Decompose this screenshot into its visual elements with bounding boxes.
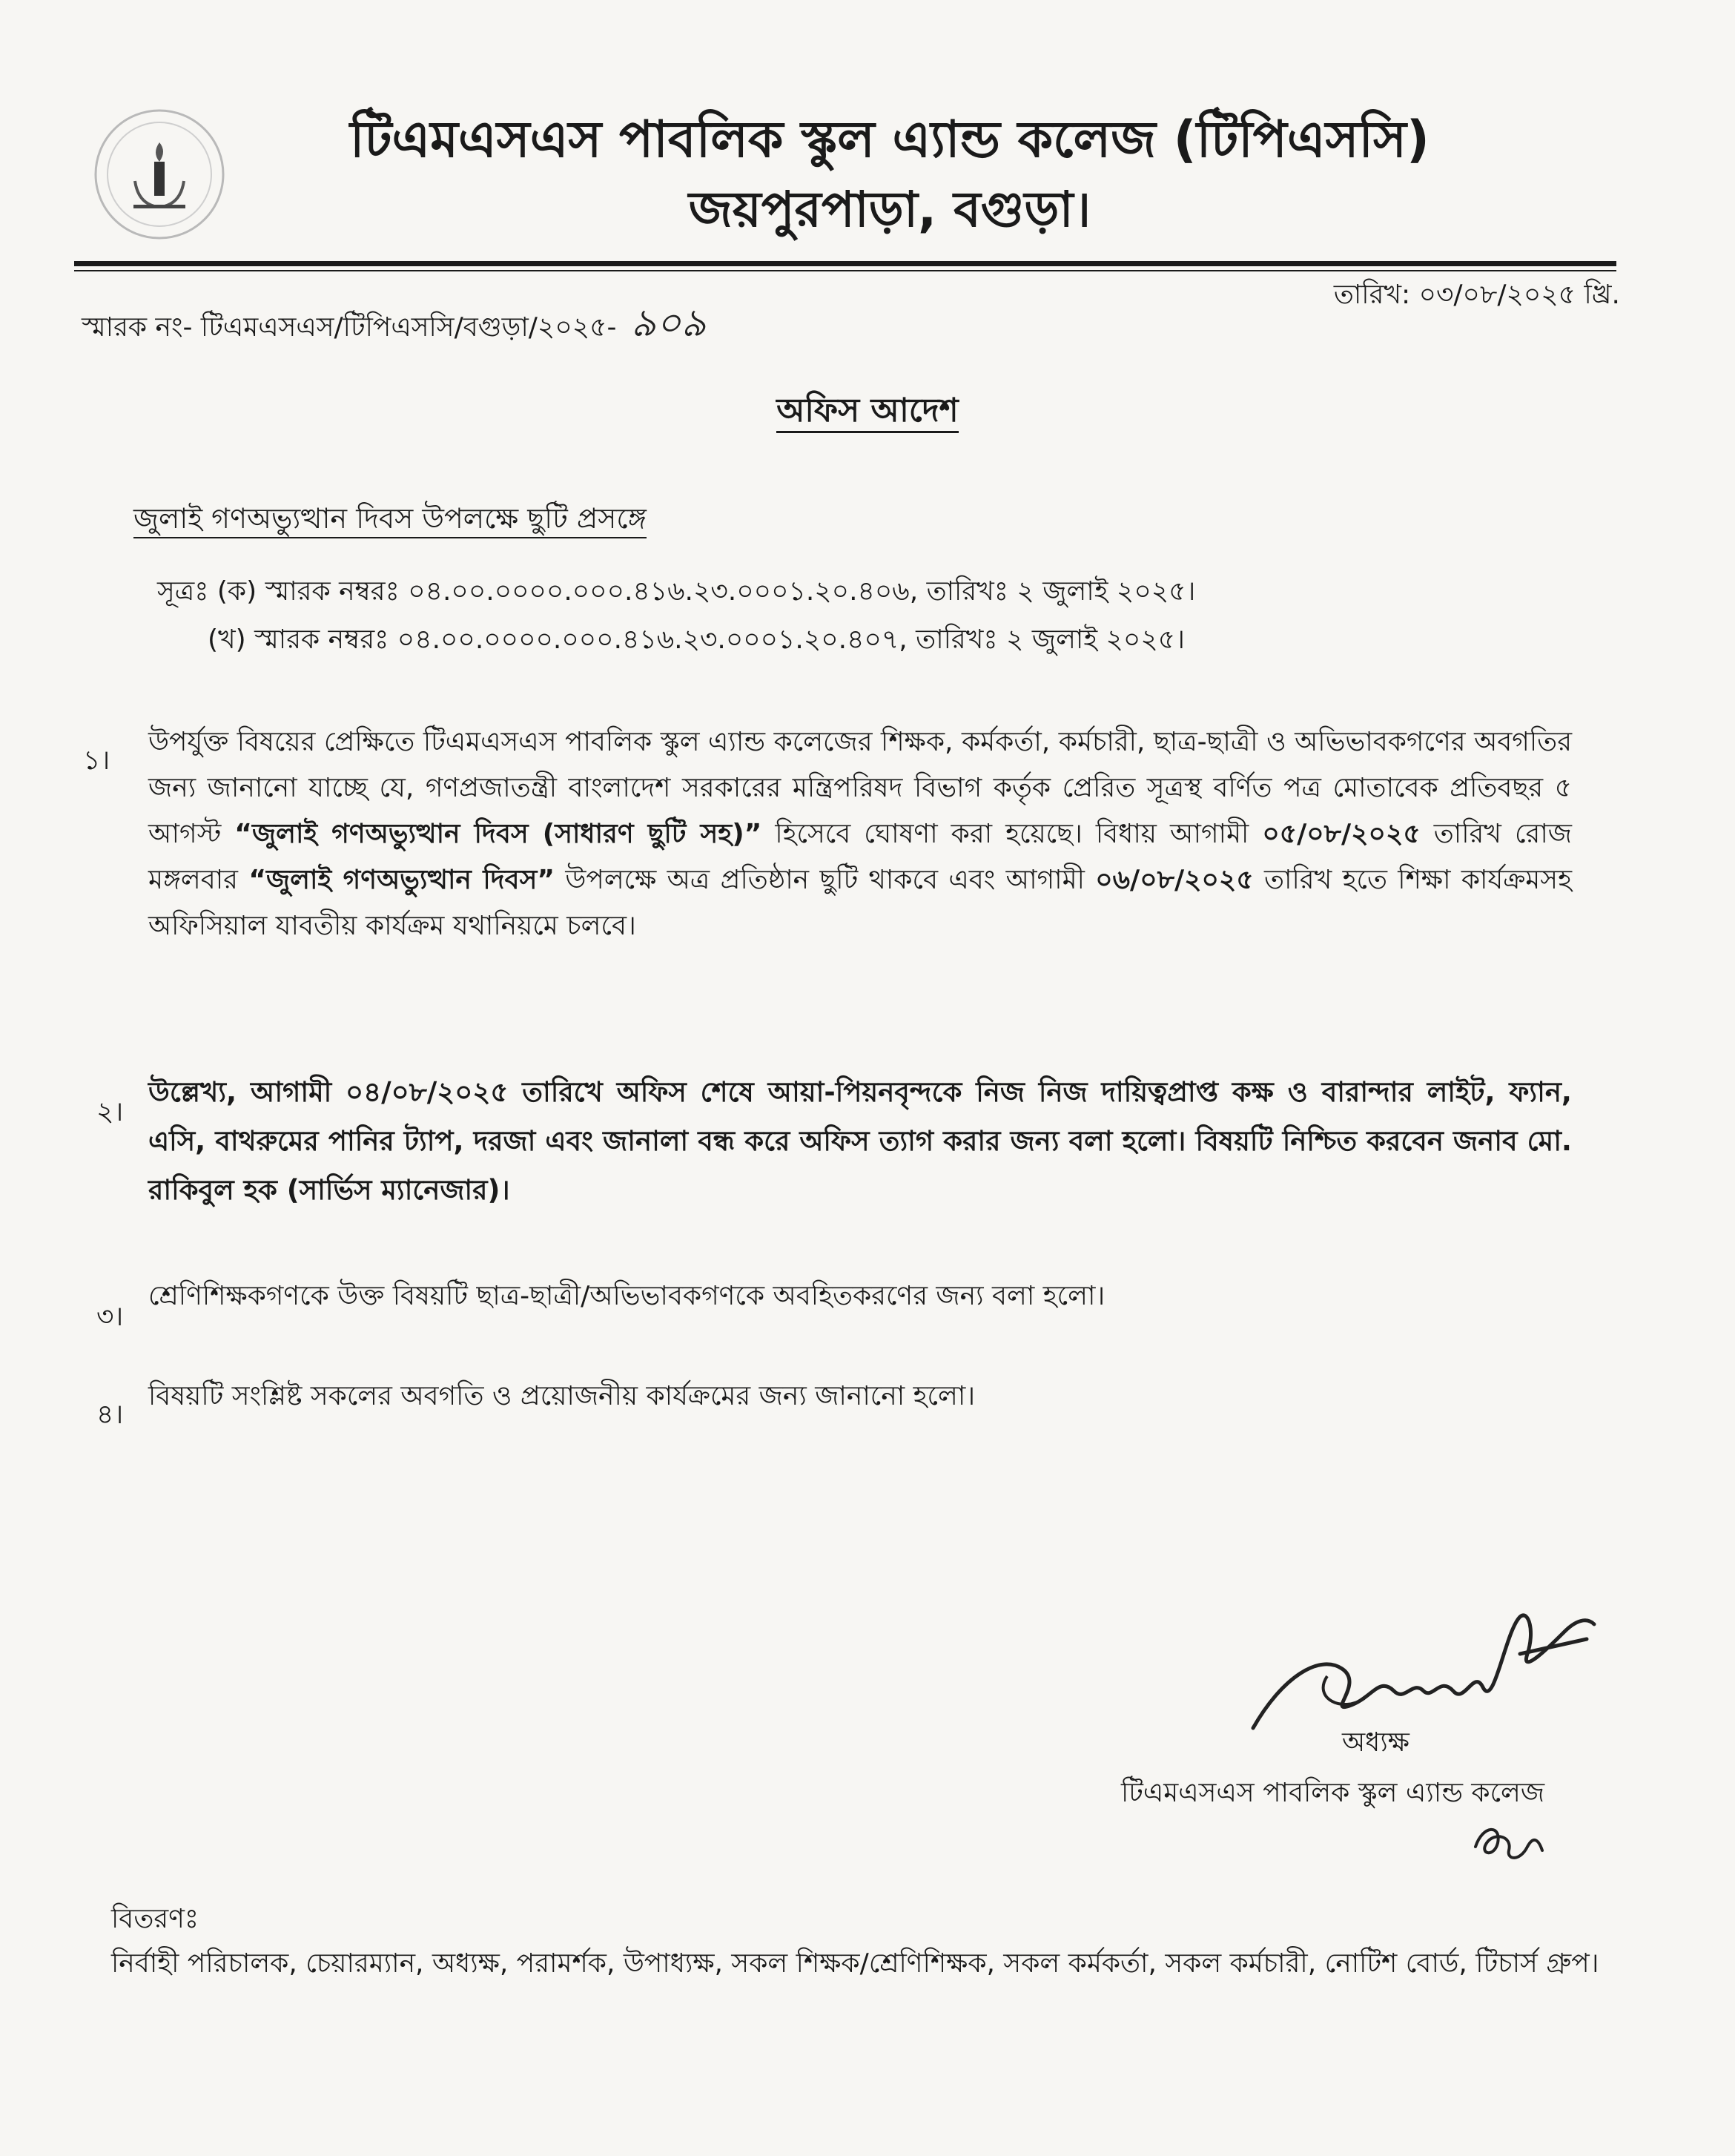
paragraph-1-text-b: হিসেবে ঘোষণা করা হয়েছে। বিধায় আগামী xyxy=(775,819,1249,849)
distribution-label: বিতরণঃ xyxy=(111,1904,199,1934)
document-title xyxy=(0,386,1735,440)
issue-date: তারিখ: ০৩/০৮/২০২৫ খ্রি. xyxy=(1333,280,1620,310)
paragraph-2-number: ২। xyxy=(96,1097,124,1127)
paragraph-1-text-c: তারিখ রোজ মঙ্গলবার xyxy=(148,819,1573,895)
paragraph-1-text-d: উপলক্ষে অত্র প্রতিষ্ঠান ছুটি থাকবে এবং আগামী xyxy=(565,865,1085,895)
paragraph-1-bold-c: “জুলাই গণঅভ্যুত্থান দিবস” xyxy=(248,865,555,895)
paragraph-3-number: ৩। xyxy=(96,1302,124,1332)
reference-a: সূত্রঃ (ক) স্মারক নম্বরঃ ০৪.০০.০০০০.০০০.৪১৬.২৩.০০০১.২০.৪০৬, তারিখঃ ২ জুলাই ২০২৫। xyxy=(157,576,1196,607)
signatory-title: অধ্যক্ষ xyxy=(1342,1727,1410,1758)
paragraph-1-bold-b: ০৫/০৮/২০২৫ xyxy=(1262,819,1421,849)
memo-label: স্মারক নং- টিএমএসএস/টিপিএসসি/বগুড়া/২০২৫- xyxy=(82,312,617,343)
principal-signature xyxy=(1238,1587,1653,1765)
signatory-organization: টিএমএসএস পাবলিক স্কুল এ্যান্ড কলেজ xyxy=(1121,1778,1545,1808)
memo-number: ৯০৯ xyxy=(630,301,707,346)
subject-line xyxy=(133,497,647,544)
header-divider-thin xyxy=(74,270,1616,271)
paragraph-1-number: ১। xyxy=(83,745,110,776)
institution-place: জয়পুরপাড়া, বগুড়া। xyxy=(688,181,1091,238)
paragraph-2: উল্লেখ্য, আগামী ০৪/০৮/২০২৫ তারিখে অফিস শেষে আয়া-পিয়নবৃন্দকে নিজ নিজ দায়িত্বপ্রাপ্ত কক্ষ ও বারান্দার লাইট, ফ্যান, এসি, বাথরুমের পানির ট্যাপ, দরজা এবং জানালা বন্ধ করে অফিস ত্যাগ করার জন্য বলা হলো। বিষয়টি নিশ্চিত করবেন জনাব মো. রাকিবুল হক (সার্ভিস ম্যানেজার)। xyxy=(148,1076,1572,1206)
header-divider xyxy=(74,261,1616,266)
paragraph-1-text-a: উপর্যুক্ত বিষয়ের প্রেক্ষিতে টিএমএসএস পাবলিক স্কুল এ্যান্ড কলেজের শিক্ষক, কর্মকর্তা, কর্মচারী, ছাত্র-ছাত্রী ও অভিভাবকগণের অবগতির জন্য জানানো যাচ্ছে যে, গণপ্রজাতন্ত্রী বাংলাদেশ সরকারের মন্ত্রিপরিষদ বিভাগ কর্তৃক প্রেরিত সূত্রস্থ বর্ণিত পত্র মোতাবেক প্রতিবছর ৫ আগস্ট xyxy=(148,727,1572,849)
paragraph-1-bold-a: “জুলাই গণঅভ্যুত্থান দিবস (সাধারণ ছুটি সহ)” xyxy=(234,819,762,849)
distribution-list: নির্বাহী পরিচালক, চেয়ারম্যান, অধ্যক্ষ, পরামর্শক, উপাধ্যক্ষ, সকল শিক্ষক/শ্রেণিশিক্ষক, সকল কর্মকর্তা, সকল কর্মচারী, নোটিশ বোর্ড, টিচার্স গ্রুপ। xyxy=(111,1948,1599,1979)
paragraph-1-bold-d: ০৬/০৮/২০২৫ xyxy=(1095,865,1254,895)
memo-reference xyxy=(82,293,706,357)
paragraph-4: বিষয়টি সংশ্লিষ্ট সকলের অবগতি ও প্রয়োজনীয় কার্যক্রমের জন্য জানানো হলো। xyxy=(148,1381,976,1411)
institution-name: টিএমএসএস পাবলিক স্কুল এ্যান্ড কলেজ (টিপিএসসি) xyxy=(350,111,1430,169)
document-title-text: অফিস আদেশ xyxy=(776,392,958,433)
paragraph-1-text-e: তারিখ হতে শিক্ষা কার্যক্রমসহ অফিসিয়াল যাবতীয় কার্যক্রম যথানিয়মে চলবে। xyxy=(148,865,1572,941)
initial-mark xyxy=(1468,1810,1550,1869)
paragraph-1 xyxy=(148,719,1572,949)
paragraph-4-number: ৪। xyxy=(96,1400,124,1430)
reference-b: (খ) স্মারক নম্বরঃ ০৪.০০.০০০০.০০০.৪১৬.২৩.০০০১.২০.৪০৭, তারিখঃ ২ জুলাই ২০২৫। xyxy=(208,624,1185,655)
paragraph-3: শ্রেণিশিক্ষকগণকে উক্ত বিষয়টি ছাত্র-ছাত্রী/অভিভাবকগণকে অবহিতকরণের জন্য বলা হলো। xyxy=(148,1281,1106,1311)
subject-text: জুলাই গণঅভ্যুত্থান দিবস উপলক্ষে ছুটি প্রসঙ্গে xyxy=(133,502,647,538)
